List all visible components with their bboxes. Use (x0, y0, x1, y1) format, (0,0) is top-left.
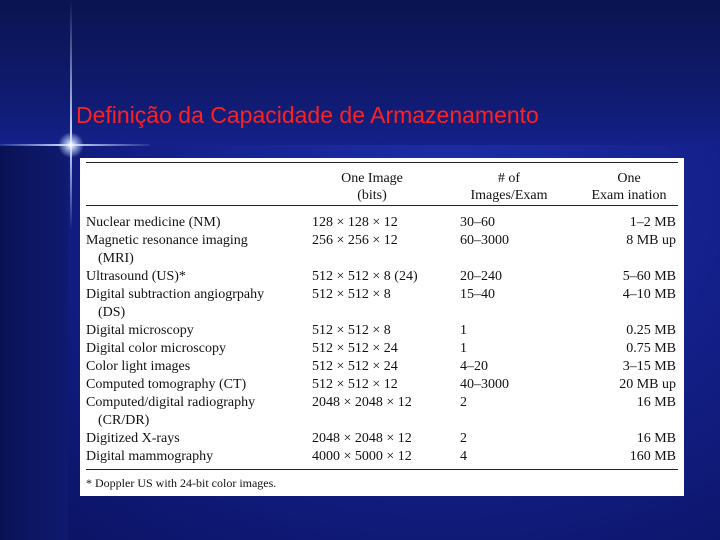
header-one-image-line2: (bits) (357, 188, 387, 203)
cell-image-bits: 128 × 128 × 12 (312, 215, 398, 230)
cell-images-per-exam: 4–20 (460, 359, 488, 374)
vertical-light-streak (70, 0, 72, 230)
cell-exam-size: 16 MB (636, 395, 676, 410)
table-top-rule (86, 162, 678, 163)
table-row (80, 214, 684, 232)
header-one-exam-line1: One (617, 171, 641, 186)
header-one-exam-line2: Exam ination (591, 188, 667, 203)
table-row (80, 286, 684, 304)
cell-exam-size: 0.75 MB (626, 341, 676, 356)
header-images-per-exam-line2: Images/Exam (470, 188, 548, 203)
cell-image-bits: 2048 × 2048 × 12 (312, 431, 412, 446)
header-one-exam (578, 170, 680, 204)
cell-modality-continuation: (CR/DR) (98, 413, 150, 428)
cell-image-bits: 512 × 512 × 24 (312, 341, 398, 356)
cell-images-per-exam: 4 (460, 449, 467, 464)
cell-modality-continuation: (MRI) (98, 251, 134, 266)
cell-modality: Digital color microscopy (86, 341, 226, 356)
cell-exam-size: 5–60 MB (622, 269, 676, 284)
cell-modality: Digital mammography (86, 449, 214, 464)
cell-image-bits: 512 × 512 × 8 (24) (312, 269, 418, 284)
header-images-per-exam (448, 170, 570, 204)
cell-modality: Nuclear medicine (NM) (86, 215, 221, 230)
table-row (80, 340, 684, 358)
table-row (80, 394, 684, 412)
cell-modality: Color light images (86, 359, 191, 374)
table-row (80, 268, 684, 286)
cell-exam-size: 3–15 MB (622, 359, 676, 374)
cell-exam-size: 16 MB (636, 431, 676, 446)
cell-images-per-exam: 60–3000 (460, 233, 509, 248)
cell-image-bits: 512 × 512 × 8 (312, 323, 391, 338)
cell-exam-size: 0.25 MB (626, 323, 676, 338)
header-images-per-exam-line1: # of (497, 171, 521, 186)
cell-image-bits: 256 × 256 × 12 (312, 233, 398, 248)
cell-image-bits: 512 × 512 × 12 (312, 377, 398, 392)
slide-left-band (0, 145, 68, 540)
table-body (80, 214, 684, 466)
table-row (80, 430, 684, 448)
table-row (80, 376, 684, 394)
table-row (80, 358, 684, 376)
cell-modality: Digital subtraction angiogrpahy (86, 287, 265, 302)
table-row-continuation (80, 250, 684, 268)
cell-exam-size: 20 MB up (619, 377, 676, 392)
table-header-rule (86, 205, 678, 206)
cell-modality: Digital microscopy (86, 323, 194, 338)
lens-flare (58, 132, 84, 158)
table-bottom-rule (86, 469, 678, 470)
table-row (80, 322, 684, 340)
cell-images-per-exam: 1 (460, 341, 467, 356)
storage-table (80, 158, 684, 496)
cell-images-per-exam: 1 (460, 323, 467, 338)
slide-title: Definição da Capacidade de Armazenamento (76, 102, 539, 128)
table-footnote: * Doppler US with 24-bit color images. (86, 476, 277, 490)
cell-images-per-exam: 2 (460, 395, 467, 410)
cell-modality: Digitized X-rays (86, 431, 180, 446)
cell-exam-size: 8 MB up (626, 233, 676, 248)
header-one-image-line1: One Image (341, 171, 403, 186)
cell-images-per-exam: 40–3000 (460, 377, 509, 392)
table-row (80, 448, 684, 466)
cell-images-per-exam: 20–240 (460, 269, 502, 284)
table-row-continuation (80, 412, 684, 430)
cell-modality: Computed/digital radiography (86, 395, 256, 410)
header-one-image (316, 170, 428, 204)
cell-modality: Magnetic resonance imaging (86, 233, 248, 248)
cell-image-bits: 4000 × 5000 × 12 (312, 449, 412, 464)
cell-images-per-exam: 30–60 (460, 215, 495, 230)
table-row (80, 232, 684, 250)
cell-exam-size: 4–10 MB (622, 287, 676, 302)
cell-image-bits: 512 × 512 × 8 (312, 287, 391, 302)
cell-modality: Ultrasound (US)* (86, 269, 186, 284)
cell-exam-size: 160 MB (629, 449, 676, 464)
cell-modality: Computed tomography (CT) (86, 377, 247, 392)
cell-exam-size: 1–2 MB (629, 215, 676, 230)
cell-images-per-exam: 2 (460, 431, 467, 446)
table-row-continuation (80, 304, 684, 322)
cell-image-bits: 512 × 512 × 24 (312, 359, 398, 374)
cell-image-bits: 2048 × 2048 × 12 (312, 395, 412, 410)
cell-modality-continuation: (DS) (98, 305, 126, 320)
cell-images-per-exam: 15–40 (460, 287, 495, 302)
